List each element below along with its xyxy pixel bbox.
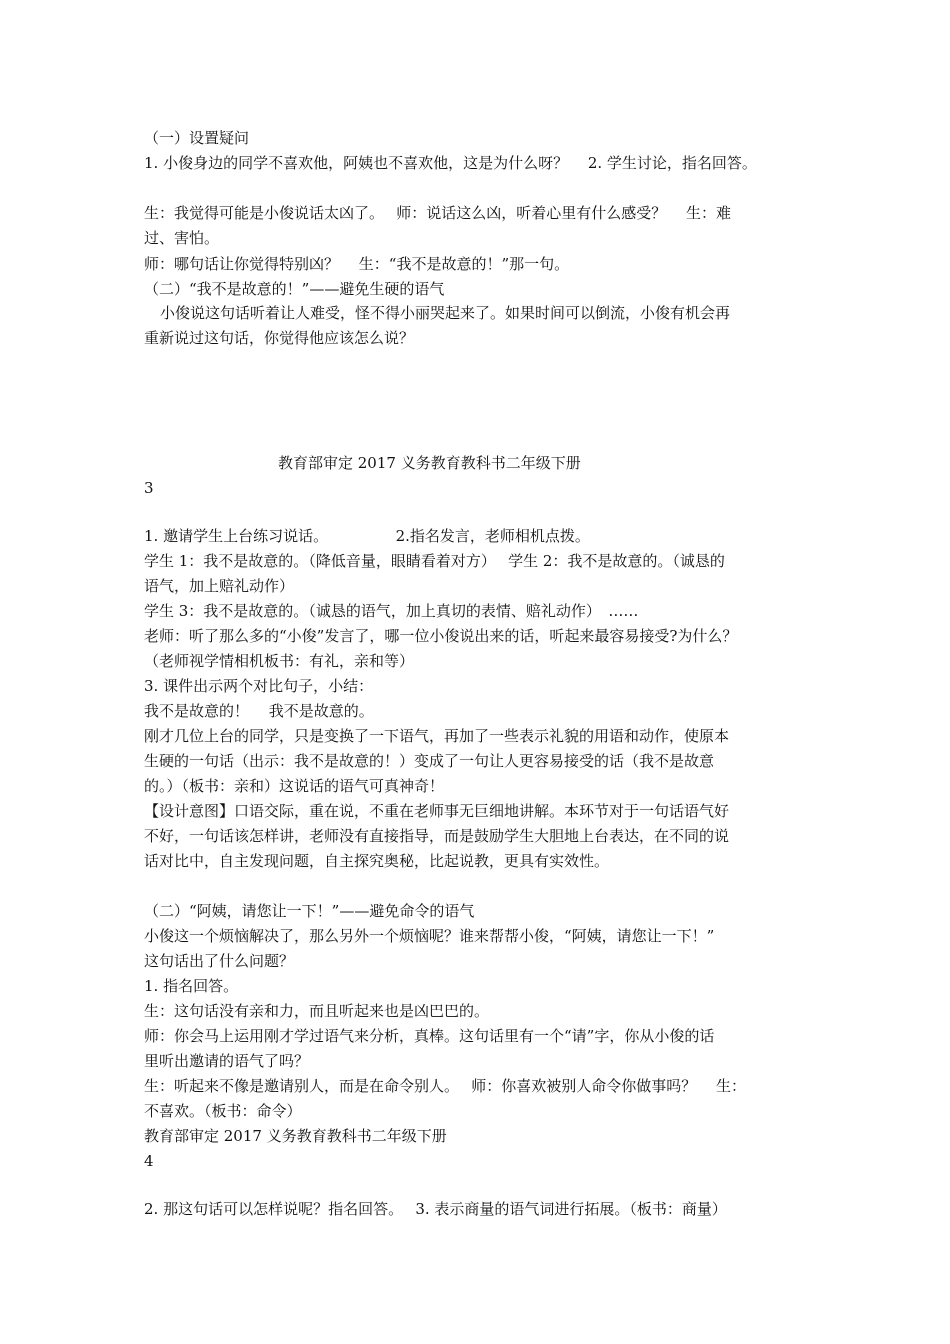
paragraph-line: 老师：听了那么多的“小俊”发言了，哪一位小俊说出来的话，听起来最容易接受?为什么？ [144, 627, 738, 645]
paragraph-line: 学生 3：我不是故意的。（诚恳的语气，加上真切的表情、赔礼动作） …… [144, 602, 639, 620]
paragraph-line: 1. 邀请学生上台练习说话。 2.指名发言，老师相机点拨。 [144, 527, 590, 545]
page-footer-text: 教育部审定 2017 义务教育教科书二年级下册 [278, 454, 581, 472]
paragraph-line: （老师视学情相机板书：有礼，亲和等） [144, 652, 415, 670]
paragraph-line: 生：这句话没有亲和力，而且听起来也是凶巴巴的。 [144, 1002, 490, 1020]
paragraph-line: 不好，一句话该怎样讲，老师没有直接指导，而是鼓励学生大胆地上台表达，在不同的说 [144, 827, 730, 845]
paragraph-line: 不喜欢。（板书：命令） [144, 1102, 302, 1120]
page-number: 3 [144, 479, 154, 497]
section-heading: （二）“阿姨，请您让一下！”——避免命令的语气 [144, 902, 475, 920]
paragraph-line: 话对比中，自主发现问题，自主探究奥秘，比起说教，更具有实效性。 [144, 852, 610, 870]
paragraph-line: 学生 1：我不是故意的。（降低音量，眼睛看着对方） 学生 2：我不是故意的。（诚恳的 [144, 552, 725, 570]
paragraph-line: 1. 小俊身边的同学不喜欢他，阿姨也不喜欢他，这是为什么呀？ 2. 学生讨论，指名回答。 [144, 154, 757, 172]
paragraph-line: 刚才几位上台的同学，只是变换了一下语气，再加了一些表示礼貌的用语和动作，使原本 [144, 727, 730, 745]
paragraph-line: 生：我觉得可能是小俊说话太凶了。 师：说话这么凶，听着心里有什么感受？ 生：难 [144, 204, 732, 222]
paragraph-line: 里听出邀请的语气了吗？ [144, 1052, 310, 1070]
paragraph-line: 这句话出了什么问题？ [144, 952, 295, 970]
paragraph-line: 生：听起来不像是邀请别人，而是在命令别人。 师：你喜欢被别人命令你做事吗？ 生： [144, 1077, 747, 1095]
section-heading: （一）设置疑问 [144, 129, 250, 147]
paragraph-line: 师：哪句话让你觉得特别凶？ 生：“我不是故意的！”那一句。 [144, 255, 570, 273]
paragraph-line: 我不是故意的！ 我不是故意的。 [144, 702, 374, 720]
paragraph-line: 重新说过这句话，你觉得他应该怎么说？ [144, 329, 415, 347]
paragraph-line: 小俊这一个烦恼解决了，那么另外一个烦恼呢？谁来帮帮小俊，“阿姨，请您让一下！” [144, 927, 715, 945]
design-intent-line: 【设计意图】口语交际，重在说，不重在老师事无巨细地讲解。本环节对于一句话语气好 [144, 802, 730, 820]
paragraph-line: 语气，加上赔礼动作） [144, 577, 295, 595]
section-heading: （二）“我不是故意的！”——避免生硬的语气 [144, 280, 445, 298]
paragraph-line: 小俊说这句话听着让人难受，怪不得小丽哭起来了。如果时间可以倒流，小俊有机会再 [160, 304, 731, 322]
paragraph-line: 师：你会马上运用刚才学过语气来分析，真棒。这句话里有一个“请”字，你从小俊的话 [144, 1027, 715, 1045]
paragraph-line: 1. 指名回答。 [144, 977, 239, 995]
paragraph-line: 2. 那这句话可以怎样说呢？指名回答。 3. 表示商量的语气词进行拓展。（板书：商量） [144, 1200, 727, 1218]
paragraph-line: 过、害怕。 [144, 229, 220, 247]
page-number: 4 [144, 1152, 154, 1170]
paragraph-line: 3. 课件出示两个对比句子，小结： [144, 677, 374, 695]
page-footer-text: 教育部审定 2017 义务教育教科书二年级下册 [144, 1127, 447, 1145]
paragraph-line: 生硬的一句话（出示：我不是故意的！）变成了一句让人更容易接受的话（我不是故意 [144, 752, 715, 770]
paragraph-line: 的。）（板书：亲和）这说话的语气可真神奇！ [144, 777, 445, 795]
